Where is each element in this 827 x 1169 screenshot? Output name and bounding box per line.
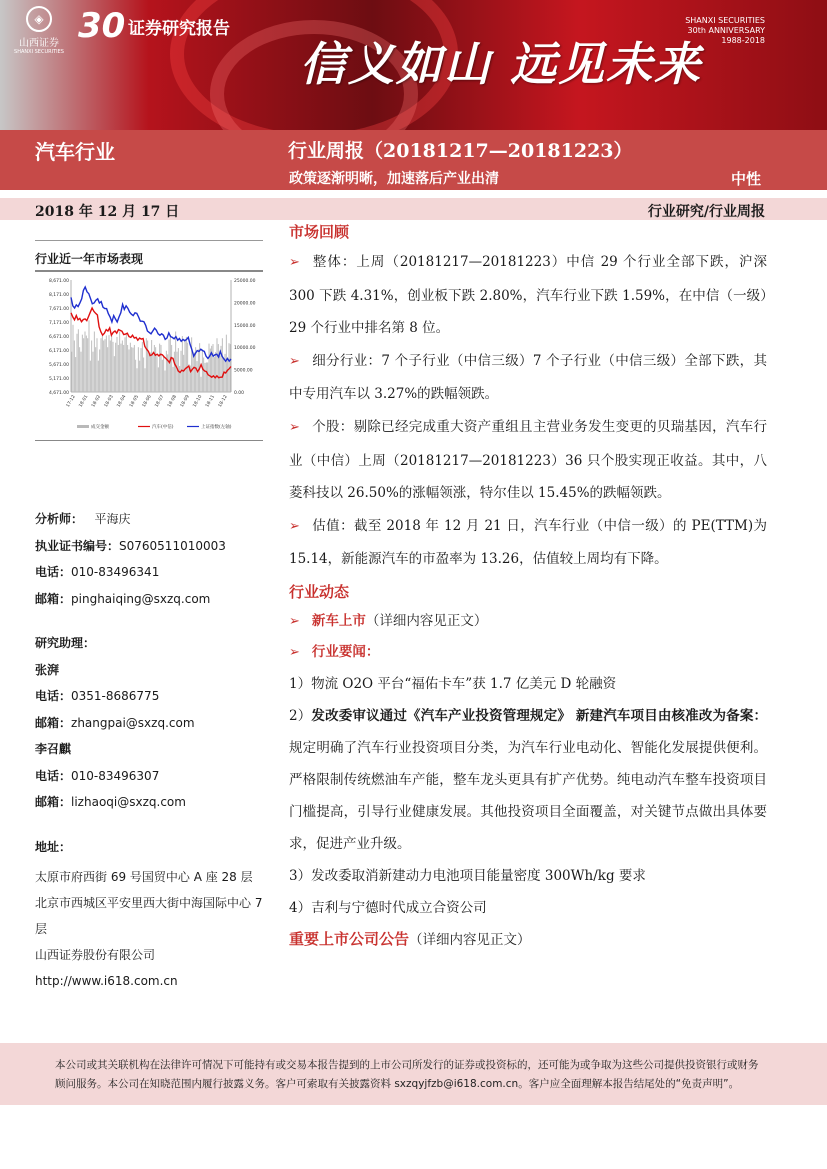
volume-bar <box>205 363 206 392</box>
x-axis-tick: 18-01 <box>78 394 90 409</box>
volume-bar <box>91 340 92 392</box>
volume-bar <box>163 356 164 392</box>
x-axis-tick: 18-02 <box>91 394 103 409</box>
volume-bar <box>171 345 172 392</box>
volume-bar <box>89 320 90 392</box>
volume-bar <box>161 345 162 392</box>
volume-bar <box>131 347 132 392</box>
left-axis-tick: 8,171.00 <box>48 293 69 298</box>
report-title: 行业周报（20181217—20181223） <box>288 140 633 162</box>
volume-bar <box>105 339 106 392</box>
address-line: 北京市西城区平安里西大街中海国际中心 7 层 <box>35 896 263 936</box>
paragraph-valuation <box>289 510 767 576</box>
volume-bar <box>134 345 135 392</box>
volume-bar <box>158 367 159 392</box>
volume-bar <box>213 344 214 392</box>
disclaimer-line: 本公司或其关联机构在法律许可情况下可能持有或交易本报告提到的上市公司所发行的证券或投资标的，还可能为或争取为这些公司提供投资银行或财务 <box>55 1059 759 1071</box>
phone-row <box>35 563 270 590</box>
volume-bar <box>193 355 194 392</box>
bullet-label: 新车上市 <box>311 612 366 629</box>
volume-bar <box>113 342 114 392</box>
x-axis-tick: 18-09 <box>179 394 191 409</box>
company-logo <box>8 6 70 55</box>
market-chart <box>35 270 263 441</box>
logo-text-cn: 山西证券 <box>19 38 59 49</box>
volume-bar <box>182 336 183 392</box>
volume-bar <box>179 366 180 392</box>
volume-bar <box>145 368 146 392</box>
x-axis-tick: 18-12 <box>217 394 229 409</box>
email-label: 邮箱： <box>35 591 72 606</box>
phone-row <box>35 767 270 794</box>
volume-bar <box>85 332 86 392</box>
industry-name: 汽车行业 <box>35 140 115 164</box>
volume-bar <box>146 338 147 392</box>
company-name: 山西证券股份有限公司 <box>35 948 156 962</box>
volume-bar <box>151 340 152 392</box>
volume-bar <box>141 348 142 392</box>
volume-bar <box>101 338 102 392</box>
volume-bar <box>81 352 82 392</box>
left-axis-tick: 6,171.00 <box>48 349 69 354</box>
arrow-icon: ➢ <box>289 518 300 534</box>
series-line-index <box>71 287 231 361</box>
volume-bar <box>118 345 119 392</box>
bullet-new-cars <box>289 606 767 637</box>
section-note: （详细内容见正文） <box>409 931 531 948</box>
volume-bar <box>209 344 210 392</box>
slogan: 信义如山 远见未来 <box>300 37 703 91</box>
volume-bar <box>102 336 103 392</box>
phone-row <box>35 687 270 714</box>
volume-bar <box>137 368 138 392</box>
news-body: 规定明确了汽车行业投资项目分类，为汽车行业电动化、智能化发展提供便利。严格限制传统燃油车产能，整车龙头更具有扩产优势。纯电动汽车整车投资项目门槛提高，引导行业健康发展。其他投资项目全面覆盖，对关键节点做出具体要求，促进产业升级。 <box>289 739 767 852</box>
left-axis-tick: 4,671.00 <box>48 391 69 396</box>
email-label: 邮箱： <box>35 715 72 730</box>
phone-label: 电话： <box>35 768 72 783</box>
paragraph-stocks <box>289 411 767 510</box>
rating: 中性 <box>731 170 762 188</box>
volume-bar <box>95 347 96 392</box>
volume-bar <box>201 377 202 392</box>
volume-bar <box>139 361 140 392</box>
analyst-email[interactable]: pinghaiqing@sxzq.com <box>71 591 211 606</box>
volume-bar <box>174 352 175 392</box>
volume-bar <box>177 352 178 392</box>
volume-bar <box>115 343 116 392</box>
phone-label: 电话： <box>35 689 72 703</box>
volume-bar <box>170 335 171 392</box>
volume-bar <box>99 349 100 392</box>
assistant-label: 研究助理： <box>35 636 96 650</box>
chart-svg <box>35 272 263 440</box>
volume-bar <box>119 332 120 392</box>
assistant-heading <box>35 634 270 661</box>
volume-bar <box>197 361 198 392</box>
report-type: 证券研究报告 <box>128 19 230 39</box>
volume-bar <box>133 348 134 392</box>
volume-bar <box>166 351 167 392</box>
assistant1-name: 张湃 <box>35 662 60 677</box>
news-item-4: 4）吉利与宁德时代成立合资公司 <box>289 899 487 916</box>
paragraph-text: 整体：上周（20181217—20181223）中信 29 个行业全部下跌，沪深 300 下跌 4.31%，创业板下跌 2.80%，汽车行业下跌 1.59%，在中信（一级）29 个行业中排名第 8 位。 <box>289 254 767 337</box>
report-date: 2018 年 12 月 17 日 <box>35 204 180 220</box>
paragraph-text: 个股：剔除已经完成重大资产重组且主营业务发生变更的贝瑞基因，汽车行业（中信）上周（20181217—20181223）36 只个股实现正收益。其中，八菱科技以 26.50%的涨幅领涨，特尔佳以 15.45%的跌幅领跌。 <box>289 418 767 502</box>
volume-bar <box>227 360 228 392</box>
paragraph-text: 细分行业：7 个子行业（中信三级）7 个子行业（中信三级）全部下跌，其中专用汽车以 3.27%的跌幅领跌。 <box>289 352 767 403</box>
volume-bar <box>94 332 95 392</box>
right-axis-tick: 20000.00 <box>234 301 256 307</box>
x-axis-tick: 18-04 <box>116 394 128 409</box>
volume-bar <box>111 336 112 392</box>
volume-bar <box>183 355 184 392</box>
assistant-name <box>35 661 270 688</box>
address-line: 太原市府西街 69 号国贸中心 A 座 28 层 <box>35 870 253 884</box>
section-title-market-review: 市场回顾 <box>289 223 350 241</box>
news-item-2 <box>289 700 767 860</box>
report-category: 行业研究/行业周报 <box>647 204 765 220</box>
volume-bar <box>114 356 115 392</box>
anniversary-mark: 30 <box>78 6 126 46</box>
email-row <box>35 714 270 741</box>
volume-bar <box>214 357 215 392</box>
disclaimer-line: 顾问服务。本公司在知晓范围内履行披露义务。客户可索取有关披露资料 sxzqyjfzb@i618.com.cn。客户应全面理解本报告结尾处的“免责声明”。 <box>55 1078 740 1090</box>
assistant-name <box>35 740 270 767</box>
volume-bar <box>162 360 163 392</box>
news-number: 2） <box>289 707 312 724</box>
volume-bar <box>175 332 176 392</box>
volume-bar <box>157 356 158 392</box>
volume-bar <box>169 340 170 392</box>
volume-bar <box>138 347 139 392</box>
cert-label: 执业证书编号： <box>35 538 120 553</box>
volume-bar <box>73 325 74 392</box>
volume-bar <box>206 362 207 392</box>
left-axis-tick: 6,671.00 <box>48 335 69 340</box>
anniversary-line: SHANXI SECURITIES <box>685 16 765 25</box>
address-label: 地址： <box>35 839 72 854</box>
legend-label: 成交金额 <box>91 425 109 430</box>
volume-bar <box>75 357 76 392</box>
main-content <box>289 222 767 956</box>
news-item-3: 3）发改委取消新建动力电池项目能量密度 300Wh/kg 要求 <box>289 867 646 884</box>
website-link[interactable]: http://www.i618.com.cn <box>35 974 178 988</box>
volume-bar <box>222 338 223 392</box>
volume-bar <box>93 352 94 392</box>
volume-bar <box>122 340 123 392</box>
arrow-icon: ➢ <box>289 353 300 369</box>
logo-icon: ◈ <box>26 6 52 32</box>
volume-bar <box>71 352 72 392</box>
volume-bar <box>77 334 78 392</box>
analyst-label: 分析师： <box>35 512 84 526</box>
section-title-industry-news: 行业动态 <box>289 582 350 601</box>
volume-bar <box>165 370 166 392</box>
legend-label: 上证指数(左轴) <box>201 425 232 430</box>
volume-bar <box>194 353 195 392</box>
volume-bar <box>90 361 91 392</box>
arrow-icon: ➢ <box>289 255 300 270</box>
volume-bar <box>109 335 110 392</box>
right-axis-tick: 5000.00 <box>234 368 253 374</box>
x-axis-tick: 18-06 <box>141 394 153 409</box>
volume-bar <box>186 337 187 392</box>
left-axis-tick: 5,671.00 <box>48 363 69 368</box>
disclaimer <box>55 1056 770 1094</box>
address-heading <box>35 838 270 865</box>
volume-bar <box>135 360 136 392</box>
header-banner <box>0 0 827 130</box>
volume-bar <box>86 336 87 392</box>
arrow-icon: ➢ <box>289 419 300 435</box>
volume-bar <box>107 347 108 392</box>
series-line-auto <box>71 308 231 378</box>
announcements-heading <box>289 924 767 956</box>
volume-bar <box>127 345 128 392</box>
x-axis-tick: 17-12 <box>65 394 77 409</box>
right-axis-tick: 10000.00 <box>234 346 256 352</box>
analyst-name: 平海庆 <box>94 512 131 526</box>
right-axis-tick: 0.00 <box>234 391 245 396</box>
volume-bar <box>129 349 130 392</box>
legend-swatch <box>77 425 89 428</box>
logo-text-en: SHANXI SECURITIES <box>14 49 64 55</box>
volume-bar <box>219 356 220 392</box>
volume-bar <box>217 338 218 392</box>
sidebar-contacts <box>35 510 270 994</box>
paragraph-text: 估值：截至 2018 年 12 月 21 日，汽车行业（中信一级）的 PE(TTM)为 15.14，新能源汽车的市盈率为 13.26，估值较上周均有下降。 <box>289 517 767 568</box>
x-axis-tick: 18-03 <box>103 394 115 409</box>
news-headline: 发改委审议通过《汽车产业投资管理规定》 新建汽车项目由核准改为备案： <box>311 707 767 724</box>
right-axis-tick: 15000.00 <box>234 323 256 329</box>
volume-bar <box>159 344 160 392</box>
x-axis-tick: 18-10 <box>192 394 204 409</box>
volume-bar <box>121 344 122 392</box>
volume-bar <box>78 329 79 392</box>
volume-bar <box>185 339 186 392</box>
volume-bar <box>142 342 143 392</box>
volume-bar <box>106 336 107 392</box>
volume-bar <box>97 338 98 392</box>
volume-bar <box>143 358 144 392</box>
volume-bar <box>83 338 84 392</box>
paragraph-sub-industry <box>289 345 767 411</box>
x-axis-tick: 18-08 <box>167 394 179 409</box>
assistant2-phone: 010-83496307 <box>71 768 160 783</box>
volume-bar <box>191 337 192 392</box>
volume-bar <box>226 335 227 392</box>
left-axis-tick: 7,171.00 <box>48 321 69 326</box>
divider <box>35 240 263 241</box>
bullet-news <box>289 637 767 668</box>
volume-bar <box>218 344 219 392</box>
arrow-icon: ➢ <box>289 644 300 660</box>
assistant1-email[interactable]: zhangpai@sxzq.com <box>71 715 195 730</box>
anniversary-badge <box>685 16 765 46</box>
volume-bar <box>150 353 151 392</box>
cert-row <box>35 537 270 564</box>
x-axis-tick: 18-05 <box>129 394 141 409</box>
arrow-icon: ➢ <box>289 613 300 629</box>
legend-label: 汽车(中信) <box>152 425 174 430</box>
bullet-label: 行业要闻： <box>311 643 380 660</box>
section-title-announcements: 重要上市公司公告 <box>289 929 410 948</box>
volume-bar <box>203 358 204 392</box>
volume-bar <box>126 333 127 392</box>
left-axis-tick: 5,171.00 <box>48 377 69 382</box>
volume-bar <box>153 354 154 392</box>
assistant2-email[interactable]: lizhaoqi@sxzq.com <box>71 795 186 809</box>
assistant1-phone: 0351-8686775 <box>71 689 160 703</box>
x-axis-tick: 18-07 <box>154 394 166 409</box>
paragraph-overall <box>289 246 767 345</box>
news-item-1: 1）物流 O2O 平台“福佑卡车”获 1.7 亿美元 D 轮融资 <box>289 675 617 692</box>
analyst-phone: 010-83496341 <box>71 565 160 579</box>
volume-bar <box>147 340 148 392</box>
left-axis-tick: 7,671.00 <box>48 307 69 312</box>
volume-bar <box>149 353 150 392</box>
cert-number: S0760511010003 <box>119 538 226 553</box>
volume-bar <box>98 361 99 392</box>
volume-bar <box>82 335 83 392</box>
volume-bar <box>125 337 126 392</box>
volume-bar <box>74 340 75 392</box>
volume-bar <box>79 347 80 392</box>
email-label: 邮箱： <box>35 795 72 809</box>
anniversary-line: 30th ANNIVERSARY <box>687 26 765 35</box>
x-axis-tick: 18-11 <box>205 394 217 409</box>
volume-bar <box>110 340 111 392</box>
volume-bar <box>117 337 118 392</box>
right-axis-tick: 25000.00 <box>234 279 256 284</box>
volume-bar <box>103 340 104 392</box>
report-subtitle: 政策逐渐明晰，加速落后产业出清 <box>289 171 499 187</box>
volume-bar <box>130 343 131 392</box>
volume-bar <box>202 349 203 392</box>
volume-bar <box>215 352 216 392</box>
chart-title: 行业近一年市场表现 <box>35 252 144 266</box>
volume-bar <box>173 367 174 392</box>
assistant2-name: 李召麒 <box>35 742 72 756</box>
bullet-note: （详细内容见正文） <box>365 612 488 629</box>
email-row <box>35 590 270 617</box>
volume-bar <box>123 345 124 392</box>
email-row <box>35 793 270 820</box>
phone-label: 电话： <box>35 565 72 579</box>
left-axis-tick: 8,671.00 <box>48 279 69 284</box>
analyst-row <box>35 510 270 537</box>
anniversary-line: 1988-2018 <box>721 36 765 45</box>
volume-bar <box>87 338 88 392</box>
volume-bar <box>207 362 208 392</box>
